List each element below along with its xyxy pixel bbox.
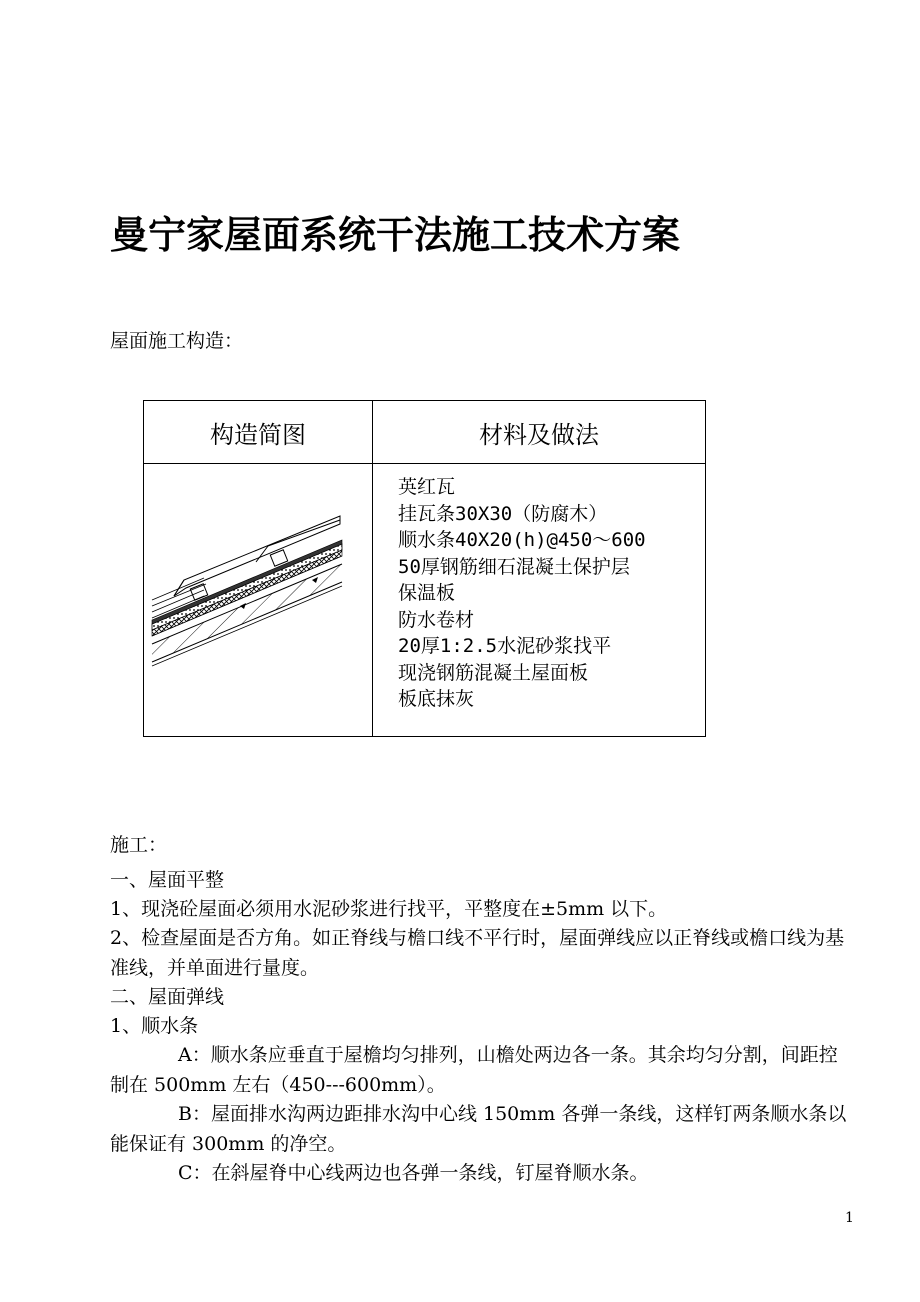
layer-item: 保温板: [398, 582, 456, 604]
construction-table: [143, 400, 706, 737]
roof-section-diagram: [144, 464, 373, 737]
layer-item: 英红瓦: [398, 476, 456, 498]
document-title: 曼宁家屋面系统干法施工技术方案: [110, 213, 681, 257]
page-number: 1: [845, 1210, 854, 1226]
layer-item: 顺水条40X20(h)@450～600: [398, 529, 646, 551]
roof-layers-drawing: [144, 464, 372, 736]
layer-item: 防水卷材: [398, 608, 475, 631]
layer-item: 20厚1:2.5水泥砂浆找平: [398, 635, 612, 657]
construction-heading: 施工：: [110, 834, 168, 856]
section-2-subtitle: 1、顺水条: [110, 1015, 199, 1037]
section-2-title: 二、屋面弹线: [110, 986, 225, 1008]
section-2-item-a: A：顺水条应垂直于屋檐均匀排列，山檐处两边各一条。其余均匀分割，间距控制在 500mm 左右（450---600mm）。: [110, 1044, 838, 1096]
header-diagram: 构造简图: [144, 401, 373, 464]
layer-item: 现浇钢筋混凝土屋面板: [398, 661, 589, 684]
materials-list: [373, 464, 706, 737]
section-2-item-c: C：在斜屋脊中心线两边也各弹一条线，钉屋脊顺水条。: [178, 1162, 649, 1184]
layer-item: 50厚钢筋细石混凝土保护层: [398, 555, 630, 578]
table-header-row: [144, 401, 706, 464]
header-materials: 材料及做法: [373, 401, 706, 464]
section-1-title: 一、屋面平整: [110, 869, 225, 891]
section-1-paragraph-2: 2、检查屋面是否方角。如正脊线与檐口线不平行时，屋面弹线应以正脊线或檐口线为基准线，并单面进行量度。: [110, 927, 845, 979]
construction-label: 屋面施工构造：: [110, 330, 244, 352]
section-2-item-b: B：屋面排水沟两边距排水沟中心线 150mm 各弹一条线，这样钉两条顺水条以能保证有 300mm 的净空。: [110, 1103, 847, 1155]
layer-item: 板底抹灰: [398, 688, 475, 710]
layer-item: 挂瓦条30X30（防腐木）: [398, 502, 608, 525]
section-1-paragraph-1: 1、现浇砼屋面必须用水泥砂浆进行找平，平整度在±5mm 以下。: [110, 898, 668, 920]
table-body-row: [144, 464, 706, 737]
